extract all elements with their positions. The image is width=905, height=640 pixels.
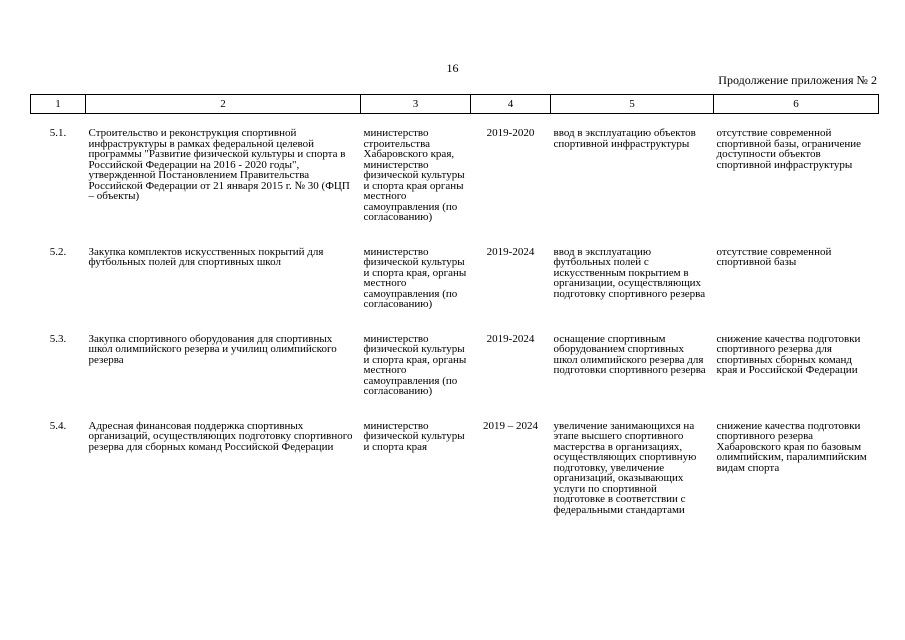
row-number: 5.2. <box>49 245 67 258</box>
period: 2019-2024 <box>486 332 535 345</box>
expected-result: оснащение спортивным оборудованием спортивных школ олимпийского резерва для подготовки спортивного резерва <box>553 332 706 376</box>
column-number: 5 <box>551 95 714 114</box>
appendix-continuation-note: Продолжение приложения № 2 <box>718 73 877 87</box>
measure-name: Адресная финансовая поддержка спортивных организаций, осуществляющих подготовку спортивного резерва для сборных команд Российской Федерации <box>88 419 353 453</box>
expected-result: увеличение занимающихся на этапе высшего спортивного мастерства в организациях, осуществляющих спортивную подготовку, увеличение организаций, оказывающих услуги по спортивной подготовке в соответствии с федеральными стандартами <box>553 419 697 516</box>
period: 2019 – 2024 <box>483 419 538 432</box>
page-number: 16 <box>446 61 459 75</box>
risk: снижение качества подготовки спортивного резерва Хабаровского края по базовым олимпийским, паралимпийским видам спорта <box>716 419 867 474</box>
table-row <box>31 334 879 407</box>
expected-result: ввод в эксплуатацию объектов спортивной инфраструктуры <box>553 127 696 150</box>
table-row <box>31 421 879 526</box>
table-row <box>31 128 879 233</box>
risk: отсутствие современной спортивной базы <box>716 245 832 268</box>
row-number: 5.3. <box>49 332 67 345</box>
executor: министерство физической культуры и спорта края, органы местного самоуправления (по согласованию) <box>363 332 467 397</box>
column-number: 6 <box>714 95 879 114</box>
column-number: 4 <box>471 95 551 114</box>
column-number-row <box>31 95 879 114</box>
column-number: 2 <box>86 95 361 114</box>
period: 2019-2024 <box>486 245 535 258</box>
measure-name: Закупка комплектов искусственных покрытий для футбольных полей для спортивных школ <box>88 245 324 268</box>
executor: министерство строительства Хабаровского края, министерство физической культуры и спорта края органы местного самоуправления (по согласованию) <box>363 127 465 223</box>
table-row <box>31 247 879 320</box>
measure-name: Строительство и реконструкция спортивной инфраструктуры в рамках федеральной целевой программы "Развитие физической культуры и спорта в Российской Федерации на 2016 - 2020 годы", утвержденной Постановлением Правительства Российской Федерации от 21 января 2015 г. № 30 (ФЦП – объекты) <box>88 127 350 202</box>
column-number: 1 <box>31 95 86 114</box>
risk: снижение качества подготовки спортивного резерва для спортивных сборных команд края и Российской Федерации <box>716 332 861 376</box>
row-number: 5.1. <box>49 127 67 139</box>
row-number: 5.4. <box>49 419 67 432</box>
risk: отсутствие современной спортивной базы, ограничение доступности объектов спортивной инфраструктуры <box>716 127 861 171</box>
measures-table <box>30 94 879 525</box>
period: 2019-2020 <box>486 127 535 139</box>
executor: министерство физической культуры и спорта края <box>363 419 465 453</box>
expected-result: ввод в эксплуатацию футбольных полей с искусственным покрытием в организации, осуществляющих подготовку спортивного резерва <box>553 245 706 300</box>
column-number: 3 <box>361 95 471 114</box>
measure-name: Закупка спортивного оборудования для спортивных школ олимпийского резерва и училищ олимпийского резерва <box>88 332 337 366</box>
executor: министерство физической культуры и спорта края, органы местного самоуправления (по согласованию) <box>363 245 467 310</box>
